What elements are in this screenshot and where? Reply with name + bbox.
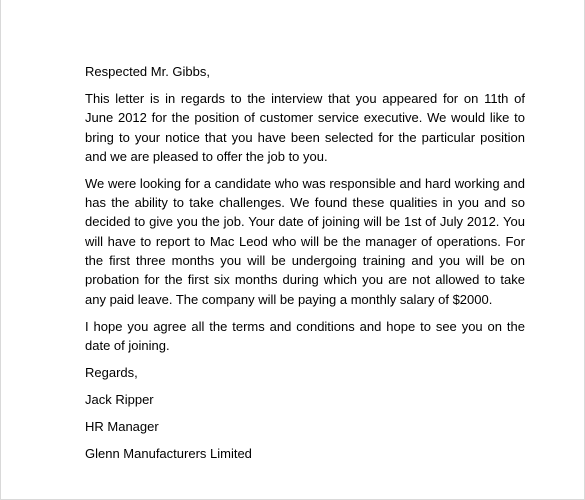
letter-paragraph-closing-remark: I hope you agree all the terms and conditions and hope to see you on the date of joining. xyxy=(85,318,525,353)
letter-closing: Regards, xyxy=(85,364,138,380)
letter-paragraph-interview: This letter is in regards to the interview that you appeared for on 11th of June 2012 for the position of customer service executive. We would like to bring to your notice that you have been selected for the particular position and we are pleased to offer the job to you. xyxy=(85,90,525,164)
letter-paragraph-offer-details: We were looking for a candidate who was responsible and hard working and has the ability to take challenges. We found these qualities in you and so decided to give you the job. Your date of joining will be 1st of July 2012. You will have to report to Mac Leod who will be the manager of operations. For the first three months you will be undergoing training and you will be on probation for the first six months during which you are not allowed to take any paid leave. The company will be paying a monthly salary of $2000. xyxy=(85,175,525,307)
signature-title: HR Manager xyxy=(85,418,159,434)
signature-name: Jack Ripper xyxy=(85,391,154,407)
letter-salutation: Respected Mr. Gibbs, xyxy=(85,64,210,79)
letter-body xyxy=(85,62,525,471)
signature-company: Glenn Manufacturers Limited xyxy=(85,445,252,461)
